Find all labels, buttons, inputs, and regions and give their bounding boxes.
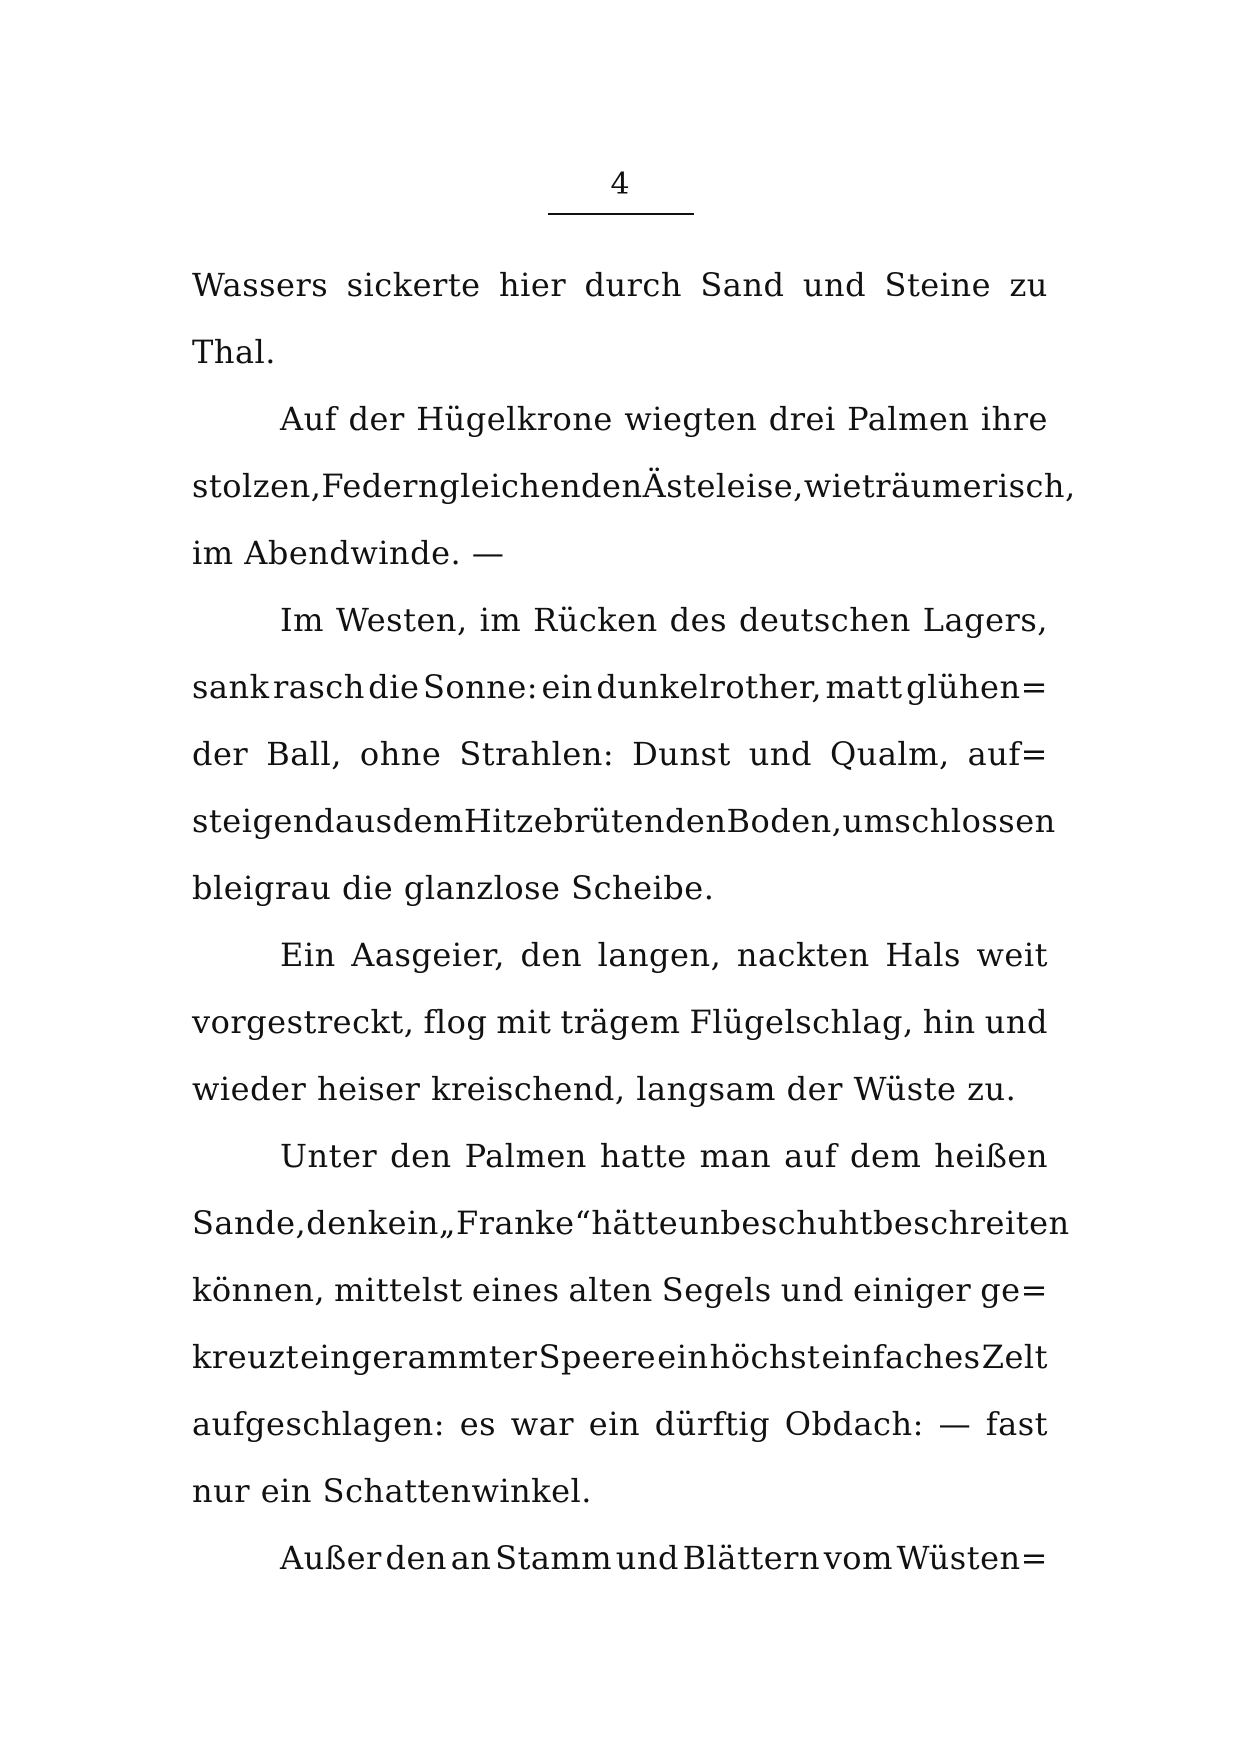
text-word: hier [499,266,567,304]
text-line [192,1391,1048,1458]
text-line: bleigrau die glanzlose Scheibe. [192,869,715,907]
text-word: Aasgeier, [351,936,505,974]
text-word: wiegten [624,400,758,438]
text-line [192,1525,1048,1592]
text-word: hätte [591,1204,679,1242]
text-word: träumerisch, [861,467,1076,505]
text-line [192,922,1048,989]
text-word: stolzen, [192,467,322,505]
text-word: gleichenden [439,467,643,505]
text-word: die [368,668,420,706]
text-word: und [748,735,812,773]
text-line [192,721,1048,788]
text-word: drei [768,400,836,438]
text-word: hin [922,1003,976,1041]
text-word: den [306,1204,368,1242]
text-word: Ein [280,936,336,974]
text-word: Palmen [847,400,970,438]
text-word: Sand [700,266,785,304]
text-word: war [510,1405,575,1443]
text-word: Sande, [192,1204,307,1242]
text-word: sank [192,668,270,706]
text-word: wie [803,467,862,505]
text-word: ein [541,668,593,706]
text-word: Lagers, [922,601,1048,639]
text-line [192,654,1048,721]
text-word: eines [471,1271,560,1309]
text-word: und [802,266,867,304]
text-word: den [520,936,583,974]
text-word: dem [850,1137,922,1175]
text-word: kreuzt [192,1338,299,1376]
text-word: Außer [280,1539,382,1577]
text-word: Obdach: [784,1405,924,1443]
text-word: vorgestreckt, [192,1003,415,1041]
text-word: Rücken [533,601,658,639]
text-word: sickerte [346,266,481,304]
page-number-rule [548,213,694,215]
text-word: Segels [661,1271,772,1309]
text-line: Thal. [192,333,276,371]
text-word: Qualm, [829,735,950,773]
text-word: auf [784,1137,838,1175]
text-word: der [192,735,249,773]
text-line [192,1190,1070,1257]
text-word: den [390,1137,452,1175]
text-word: trägem [560,1003,681,1041]
text-word: ein [657,1338,709,1376]
text-word: „Franke“ [438,1204,592,1242]
text-word: vom [823,1539,893,1577]
text-word: Hals [885,936,961,974]
text-word: aufgeschlagen: [192,1405,446,1443]
text-word: hatte [599,1137,687,1175]
text-word: es [459,1405,497,1443]
text-word: Boden, [726,802,843,840]
text-word: eingerammter [300,1338,538,1376]
text-word: des [669,601,727,639]
text-word: deutschen [738,601,911,639]
text-word: Westen, [335,601,468,639]
text-word: dürftig [654,1405,771,1443]
text-word: langen, [597,936,722,974]
text-line [192,1257,1048,1324]
text-line [192,252,1048,319]
text-word: können, [192,1271,326,1309]
text-word: Hügelkrone [416,400,613,438]
text-line [192,453,1076,520]
text-line [192,587,1048,654]
text-word: unbeschuht [678,1204,873,1242]
text-word: beschreiten [872,1204,1070,1242]
text-line [192,788,1056,855]
text-word: Wüsten= [896,1539,1048,1577]
text-word: matt [825,668,903,706]
text-line: wieder heiser kreischend, langsam der Wüste zu. [192,1070,1017,1108]
text-word: glühen= [906,668,1048,706]
text-word: höchst [709,1338,821,1376]
text-word: der [348,400,405,438]
text-word: Wassers [192,266,329,304]
text-word: und [780,1271,844,1309]
text-line [192,1324,1048,1391]
text-word: umschlossen [842,802,1056,840]
text-word: und [984,1003,1048,1041]
text-word: Ball, [266,735,342,773]
text-line [192,989,1048,1056]
text-word: Hitze [463,802,554,840]
text-word: einfaches [821,1338,981,1376]
text-word: — [938,1405,972,1443]
text-word: Im [280,601,324,639]
text-word: den [385,1539,448,1577]
text-word: weit [976,936,1048,974]
text-word: heißen [934,1137,1048,1175]
text-word: fast [985,1405,1048,1443]
text-line [192,1123,1048,1190]
text-word: Unter [280,1137,378,1175]
text-word: Federn [321,467,440,505]
text-line: nur ein Schattenwinkel. [192,1472,592,1510]
text-word: leise, [715,467,804,505]
text-word: ge= [980,1271,1048,1309]
text-word: einiger [852,1271,972,1309]
text-word: Strahlen: [459,735,615,773]
text-word: Flügelschlag, [689,1003,914,1041]
text-word: Palmen [464,1137,587,1175]
text-word: ein [588,1405,641,1443]
text-word: brütenden [553,802,727,840]
text-word: dunkelrother, [596,668,822,706]
text-word: aus [334,802,393,840]
text-line: im Abendwinde. — [192,534,505,572]
text-word: flog [423,1003,488,1041]
text-word: alten [568,1271,653,1309]
text-word: und [615,1539,679,1577]
text-word: Blättern [682,1539,821,1577]
text-word: Speere [538,1338,657,1376]
text-word: rasch [272,668,365,706]
text-word: Zelt [981,1338,1048,1376]
text-word: mittelst [334,1271,463,1309]
text-word: mit [496,1003,552,1041]
page-number: 4 [610,167,631,202]
text-word: Äste [642,467,716,505]
text-word: Auf [280,400,338,438]
text-word: durch [584,266,682,304]
text-word: auf= [967,735,1048,773]
text-word: dem [392,802,464,840]
text-word: an [450,1539,492,1577]
text-word: Sonne: [422,668,539,706]
text-word: Stamm [495,1539,613,1577]
text-word: im [479,601,522,639]
text-word: man [699,1137,772,1175]
text-word: Steine [884,266,992,304]
text-word: ihre [980,400,1048,438]
text-word: steigend [192,802,335,840]
text-word: Dunst [632,735,731,773]
text-word: kein [367,1204,439,1242]
text-word: ohne [359,735,442,773]
text-word: zu [1009,266,1048,304]
text-line [192,386,1048,453]
text-word: nackten [736,936,870,974]
body-text [192,252,1076,1592]
